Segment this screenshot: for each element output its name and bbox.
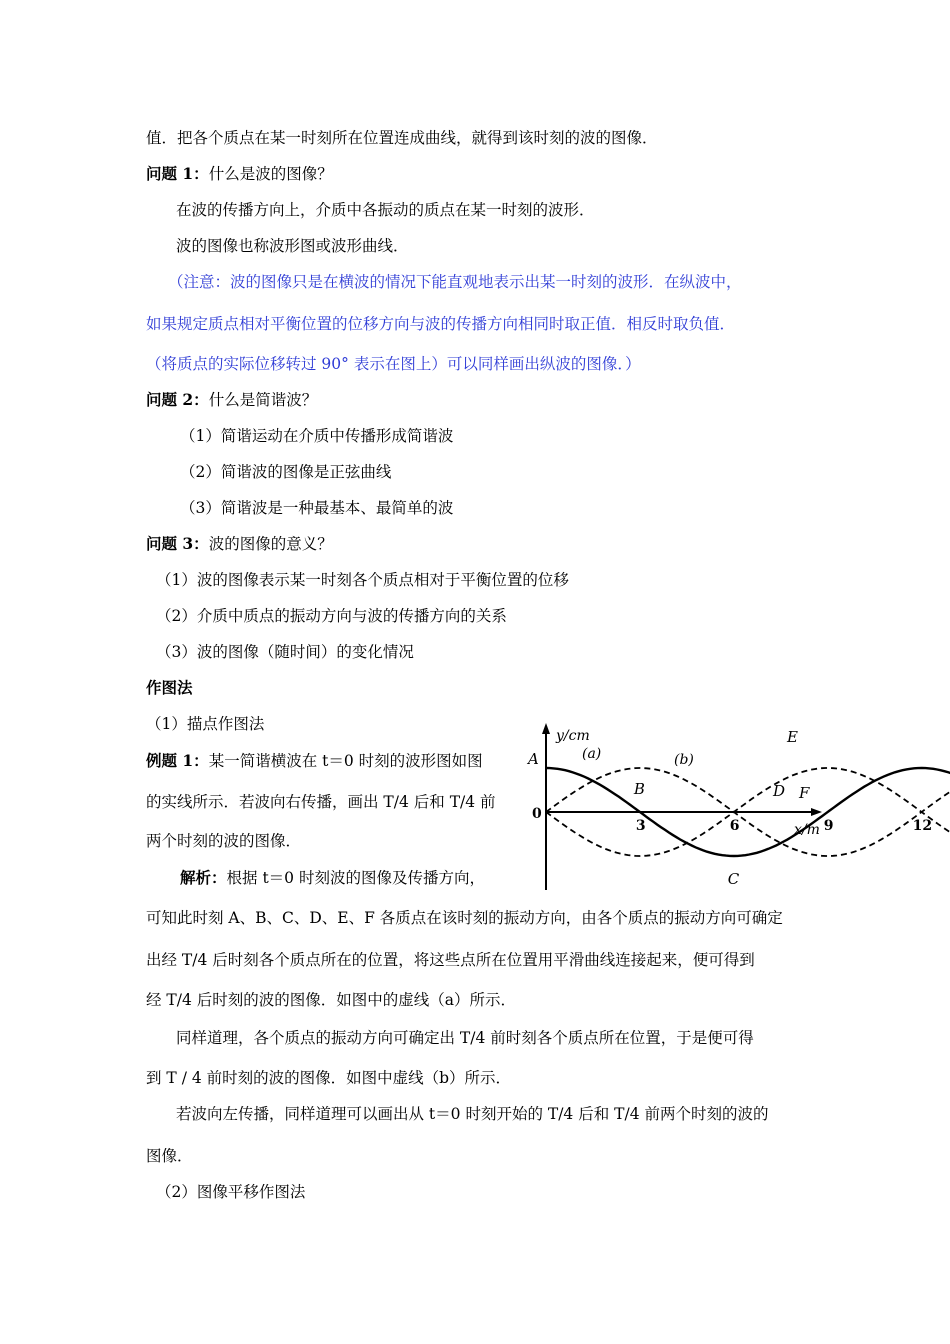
- point-label-c: C: [727, 870, 740, 888]
- solution-text: 根据 t＝0 时刻波的图像及传播方向，: [226, 869, 485, 887]
- note-line-1: （注意：波的图像只是在横波的情况下能直观地表示出某一时刻的波形．在纵波中，: [168, 273, 742, 291]
- answer-2-line-1: （1）简谐运动在介质中传播形成简谐波: [180, 427, 454, 445]
- method-1: （1）描点作图法: [146, 715, 265, 733]
- x-tick-labels: [636, 818, 932, 834]
- example-1-line-3: 两个时刻的波的图像．: [146, 832, 302, 850]
- point-label-d: D: [773, 782, 786, 800]
- question-2: [146, 390, 317, 410]
- question-1-text: 什么是波的图像？: [208, 165, 333, 183]
- example-1-line-1: [146, 751, 483, 771]
- curve-label-1: (b): [674, 752, 694, 768]
- point-label-a: A: [528, 750, 539, 768]
- curve-labels: [582, 746, 694, 768]
- answer-2-line-3: （3）简谐波是一种最基本、最简单的波: [180, 499, 454, 517]
- x-tick-label: 6: [729, 818, 740, 834]
- solution-line-1: [180, 868, 485, 888]
- example-1-line-2: 的实线所示．若波向右传播，画出 T/4 后和 T/4 前: [146, 793, 496, 811]
- question-1-label: 问题 1：: [146, 164, 209, 183]
- solution-line-3: 出经 T/4 后时刻各个质点所在的位置，将这些点所在位置用平滑曲线连接起来，便可得到: [146, 951, 755, 969]
- example-1-label: 例题 1：: [146, 751, 209, 770]
- question-1: [146, 164, 333, 184]
- note-line-3: （将质点的实际位移转过 90° 表示在图上）可以同样画出纵波的图像．）: [146, 355, 641, 373]
- question-2-text: 什么是简谐波？: [208, 391, 318, 409]
- wave-graph-figure: [528, 718, 933, 896]
- answer-3-line-3: （3）波的图像（随时间）的变化情况: [156, 643, 414, 661]
- question-2-label: 问题 2：: [146, 390, 209, 409]
- note-line-2: 如果规定质点相对平衡位置的位移方向与波的传播方向相同时取正值．相反时取负值．: [146, 315, 736, 333]
- question-3-label: 问题 3：: [146, 534, 209, 553]
- text-line: 值．把各个质点在某一时刻所在位置连成曲线，就得到该时刻的波的图像．: [146, 129, 658, 147]
- paragraph-3-line-2: 图像．: [146, 1147, 193, 1165]
- paragraph-2-line-1: 同样道理，各个质点的振动方向可确定出 T/4 前时刻各个质点所在位置，于是便可得: [176, 1029, 754, 1047]
- x-tick-label: 9: [823, 818, 834, 834]
- method-2: （2）图像平移作图法: [156, 1183, 306, 1201]
- x-tick-label: 12: [912, 818, 933, 834]
- paragraph-3-line-1: 若波向左传播，同样道理可以画出从 t＝0 时刻开始的 T/4 后和 T/4 前两个时刻的波的: [176, 1105, 769, 1123]
- point-label-e: E: [787, 728, 798, 746]
- answer-2-line-2: （2）简谐波的图像是正弦曲线: [180, 463, 392, 481]
- origin-label: 0: [532, 806, 542, 822]
- question-3: [146, 534, 333, 554]
- x-axis-arrow: [811, 808, 822, 816]
- y-axis-arrow: [542, 723, 550, 734]
- solution-line-4: 经 T/4 后时刻的波的图像．如图中的虚线（a）所示．: [146, 991, 517, 1009]
- question-3-text: 波的图像的意义？: [208, 535, 333, 553]
- point-labels: [526, 728, 810, 888]
- x-axis-label: x/m: [794, 822, 820, 838]
- y-axis-label: y/cm: [556, 728, 590, 744]
- example-1-text: 某一简谐横波在 t＝0 时刻的波形图如图: [208, 752, 483, 770]
- point-label-b: B: [633, 780, 645, 798]
- method-heading: 作图法: [146, 678, 193, 697]
- point-label-f: F: [799, 784, 810, 802]
- solution-line-2: 可知此时刻 A、B、C、D、E、F 各质点在该时刻的振动方向，由各个质点的振动方向可确定: [146, 909, 783, 927]
- paragraph-2-line-2: 到 T / 4 前时刻的波的图像．如图中虚线（b）所示．: [146, 1069, 512, 1087]
- curve-label-0: (a): [582, 746, 602, 762]
- x-tick-label: 3: [635, 818, 646, 834]
- answer-1-line-2: 波的图像也称波形图或波形曲线．: [176, 237, 409, 255]
- answer-3-line-2: （2）介质中质点的振动方向与波的传播方向的关系: [156, 607, 507, 625]
- graph-axes: [532, 723, 822, 890]
- solution-label: 解析：: [180, 868, 227, 887]
- answer-3-line-1: （1）波的图像表示某一时刻各个质点相对于平衡位置的位移: [156, 571, 569, 589]
- answer-1-line-1: 在波的传播方向上，介质中各振动的质点在某一时刻的波形．: [176, 201, 595, 219]
